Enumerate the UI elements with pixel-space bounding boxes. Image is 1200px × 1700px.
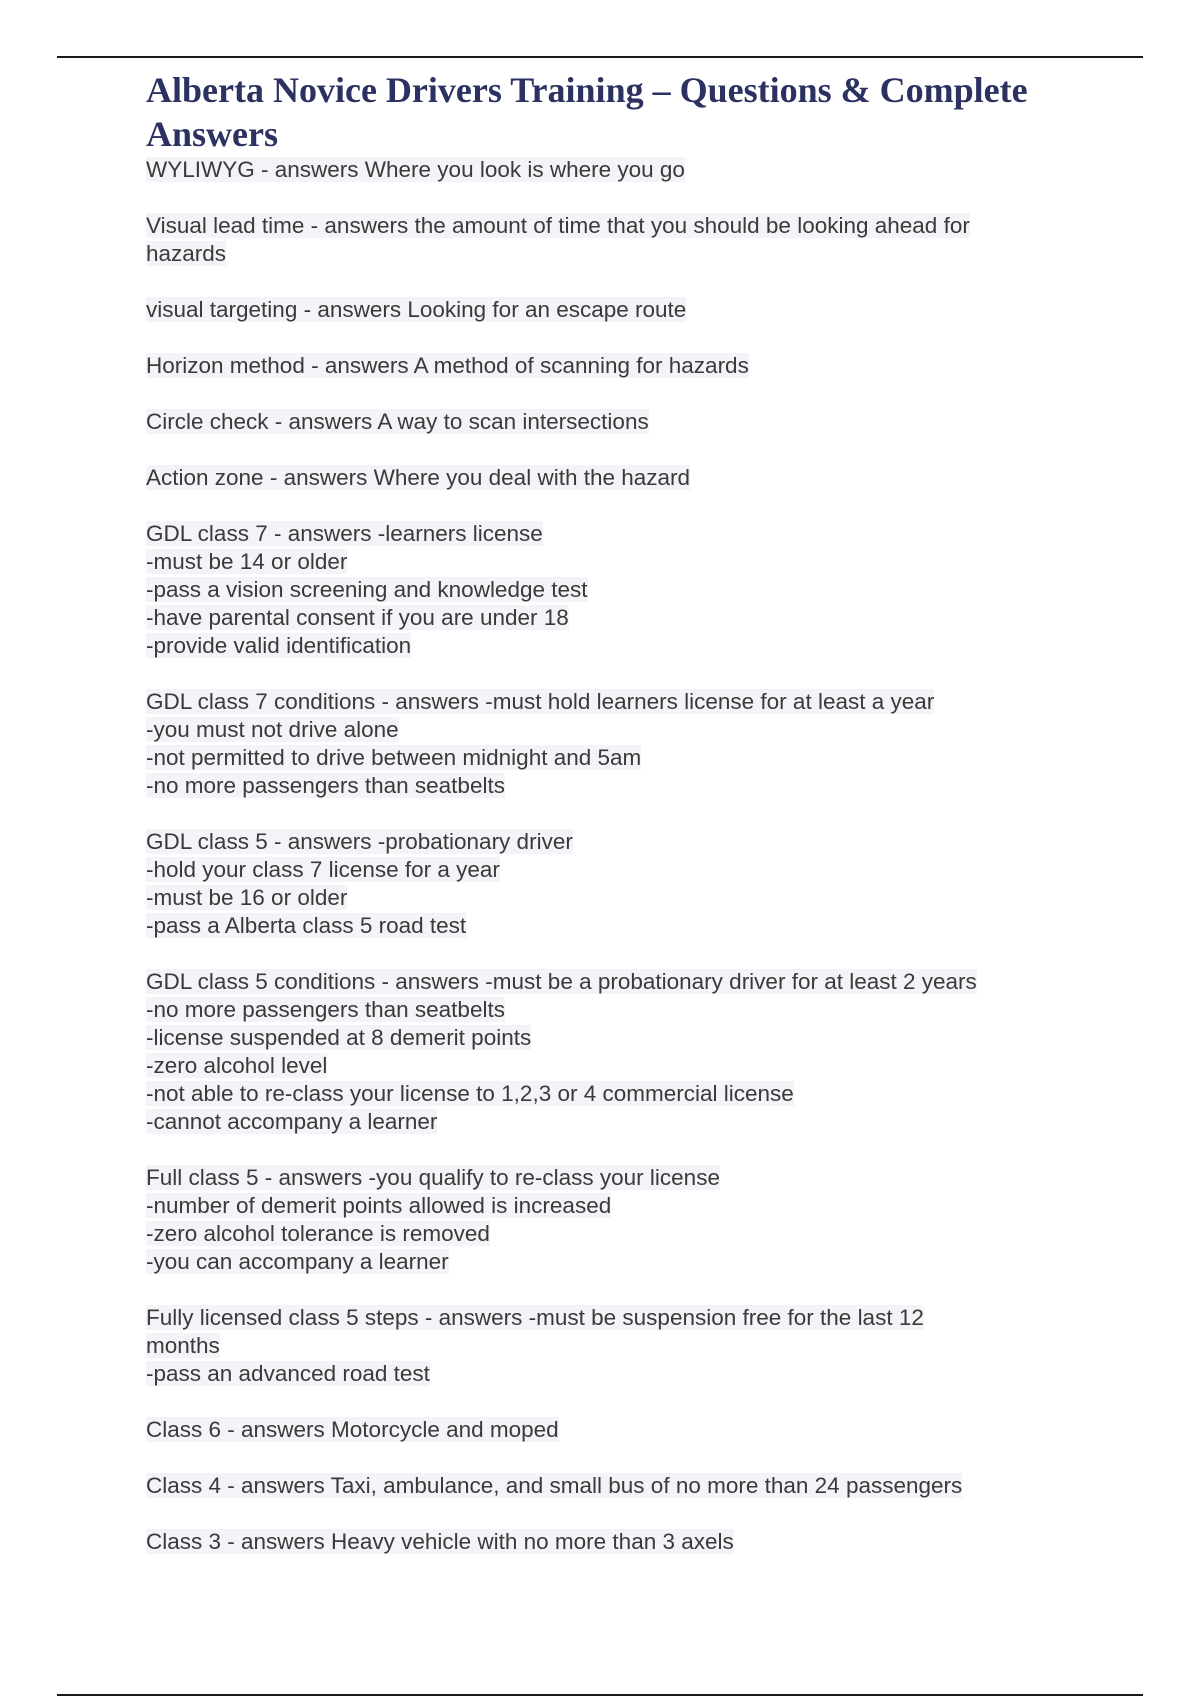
qa-line bbox=[146, 1360, 1046, 1388]
qa-entry bbox=[146, 968, 1046, 1136]
qa-line-text: -cannot accompany a learner bbox=[146, 1109, 438, 1134]
qa-line bbox=[146, 464, 1046, 492]
qa-line bbox=[146, 1332, 1046, 1360]
document-body bbox=[146, 68, 1046, 1584]
qa-line-text: -you can accompany a learner bbox=[146, 1249, 449, 1274]
qa-line bbox=[146, 1192, 1046, 1220]
qa-entry bbox=[146, 296, 1046, 324]
qa-line-text: -hold your class 7 license for a year bbox=[146, 857, 500, 882]
qa-line-text: Visual lead time - answers the amount of time that you should be looking ahead for bbox=[146, 213, 970, 238]
qa-line-text: -must be 16 or older bbox=[146, 885, 348, 910]
qa-line-text: -you must not drive alone bbox=[146, 717, 399, 742]
qa-line bbox=[146, 1024, 1046, 1052]
qa-entry bbox=[146, 520, 1046, 660]
qa-line-text: -must be 14 or older bbox=[146, 549, 348, 574]
qa-line-text: -pass a Alberta class 5 road test bbox=[146, 913, 467, 938]
qa-line-text: -number of demerit points allowed is increased bbox=[146, 1193, 612, 1218]
bottom-rule bbox=[57, 1694, 1143, 1696]
qa-line bbox=[146, 212, 1046, 240]
qa-line bbox=[146, 352, 1046, 380]
qa-line bbox=[146, 548, 1046, 576]
qa-entry bbox=[146, 1472, 1046, 1500]
qa-line-text: -zero alcohol tolerance is removed bbox=[146, 1221, 490, 1246]
qa-line-text: -not able to re-class your license to 1,2,3 or 4 commercial license bbox=[146, 1081, 794, 1106]
qa-line-text: -provide valid identification bbox=[146, 633, 412, 658]
qa-line-text: WYLIWYG - answers Where you look is where you go bbox=[146, 157, 685, 182]
qa-line-text: Action zone - answers Where you deal with the hazard bbox=[146, 465, 691, 490]
qa-line bbox=[146, 604, 1046, 632]
qa-entry bbox=[146, 1304, 1046, 1388]
qa-line bbox=[146, 240, 1046, 268]
qa-line-text: -pass an advanced road test bbox=[146, 1361, 430, 1386]
qa-line-text: Class 3 - answers Heavy vehicle with no more than 3 axels bbox=[146, 1529, 734, 1554]
qa-line bbox=[146, 996, 1046, 1024]
qa-line bbox=[146, 408, 1046, 436]
qa-line-text: GDL class 5 conditions - answers -must be a probationary driver for at least 2 years bbox=[146, 969, 977, 994]
qa-list bbox=[146, 156, 1046, 1556]
qa-line-text: -have parental consent if you are under 18 bbox=[146, 605, 569, 630]
qa-line-text: -not permitted to drive between midnight and 5am bbox=[146, 745, 642, 770]
qa-line bbox=[146, 1528, 1046, 1556]
qa-entry bbox=[146, 1164, 1046, 1276]
qa-line bbox=[146, 1220, 1046, 1248]
qa-line bbox=[146, 968, 1046, 996]
document-title: Alberta Novice Drivers Training – Questions & Complete Answers bbox=[146, 70, 1028, 154]
qa-line bbox=[146, 520, 1046, 548]
qa-line bbox=[146, 632, 1046, 660]
qa-line bbox=[146, 884, 1046, 912]
qa-line bbox=[146, 856, 1046, 884]
qa-line-text: -license suspended at 8 demerit points bbox=[146, 1025, 532, 1050]
qa-line bbox=[146, 1304, 1046, 1332]
qa-line bbox=[146, 772, 1046, 800]
qa-line bbox=[146, 1108, 1046, 1136]
qa-line-text: Class 6 - answers Motorcycle and moped bbox=[146, 1417, 559, 1442]
qa-line-text: GDL class 5 - answers -probationary driver bbox=[146, 829, 573, 854]
qa-line-text: hazards bbox=[146, 241, 227, 266]
qa-line-text: Circle check - answers A way to scan intersections bbox=[146, 409, 649, 434]
qa-line-text: visual targeting - answers Looking for an escape route bbox=[146, 297, 687, 322]
qa-entry bbox=[146, 464, 1046, 492]
qa-line bbox=[146, 744, 1046, 772]
qa-line-text: months bbox=[146, 1333, 220, 1358]
qa-entry bbox=[146, 688, 1046, 800]
qa-line-text: Full class 5 - answers -you qualify to re-class your license bbox=[146, 1165, 720, 1190]
qa-line bbox=[146, 828, 1046, 856]
qa-line-text: -no more passengers than seatbelts bbox=[146, 997, 505, 1022]
qa-line bbox=[146, 1248, 1046, 1276]
qa-line-text: GDL class 7 - answers -learners license bbox=[146, 521, 543, 546]
qa-line bbox=[146, 1164, 1046, 1192]
qa-line bbox=[146, 576, 1046, 604]
qa-line bbox=[146, 1052, 1046, 1080]
qa-entry bbox=[146, 828, 1046, 940]
qa-line bbox=[146, 296, 1046, 324]
qa-line bbox=[146, 716, 1046, 744]
qa-line bbox=[146, 156, 1046, 184]
qa-entry bbox=[146, 1528, 1046, 1556]
qa-line bbox=[146, 912, 1046, 940]
qa-entry bbox=[146, 408, 1046, 436]
qa-line-text: Fully licensed class 5 steps - answers -must be suspension free for the last 12 bbox=[146, 1305, 924, 1330]
qa-entry bbox=[146, 156, 1046, 184]
qa-line bbox=[146, 688, 1046, 716]
qa-entry bbox=[146, 212, 1046, 268]
qa-line bbox=[146, 1416, 1046, 1444]
qa-line-text: -pass a vision screening and knowledge test bbox=[146, 577, 588, 602]
qa-line bbox=[146, 1080, 1046, 1108]
qa-entry bbox=[146, 1416, 1046, 1444]
qa-line-text: GDL class 7 conditions - answers -must hold learners license for at least a year bbox=[146, 689, 935, 714]
top-rule bbox=[57, 56, 1143, 58]
qa-line bbox=[146, 1472, 1046, 1500]
qa-line-text: -zero alcohol level bbox=[146, 1053, 328, 1078]
qa-line-text: Horizon method - answers A method of scanning for hazards bbox=[146, 353, 749, 378]
qa-entry bbox=[146, 352, 1046, 380]
qa-line-text: -no more passengers than seatbelts bbox=[146, 773, 505, 798]
qa-line-text: Class 4 - answers Taxi, ambulance, and small bus of no more than 24 passengers bbox=[146, 1473, 963, 1498]
